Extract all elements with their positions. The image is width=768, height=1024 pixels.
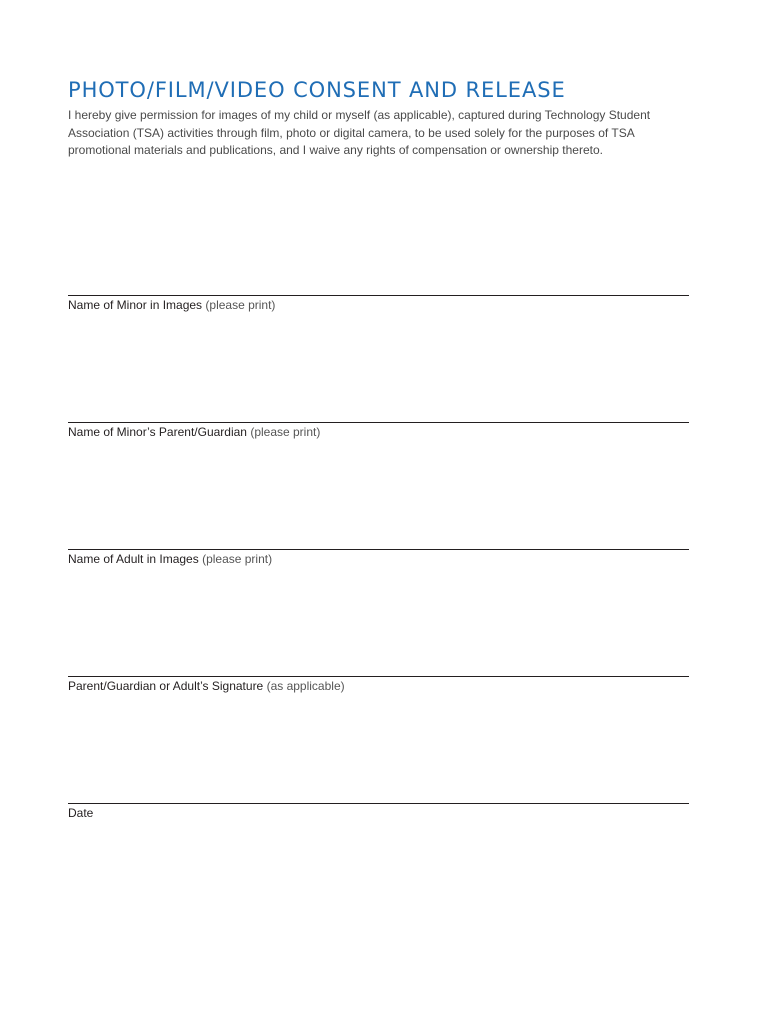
consent-statement: I hereby give permission for images of my child or myself (as applicable), captured during Technology Student Association (TSA) activities through film, photo or digital camera, to be used solely for the purposes of TSA promotional materials and publications, and I waive any rights of compensation or ownership thereto. (68, 108, 651, 157)
field-label (68, 678, 689, 694)
field-label-main: Name of Minor’s Parent/Guardian (68, 425, 247, 439)
signature-line (68, 295, 689, 296)
field-label (68, 297, 689, 313)
field-label (68, 805, 689, 821)
minor-name-field[interactable] (68, 295, 689, 313)
field-label-note: (please print) (246, 425, 321, 439)
adult-name-field[interactable] (68, 549, 689, 567)
parent-guardian-name-field[interactable] (68, 422, 689, 440)
field-label-note: (please print) (202, 298, 276, 312)
field-label (68, 551, 689, 567)
signature-line (68, 549, 689, 550)
form-title: PHOTO/FILM/VIDEO CONSENT AND RELEASE (68, 78, 566, 102)
field-label-main: Name of Adult in Images (68, 552, 199, 566)
signature-line (68, 676, 689, 677)
signature-line (68, 422, 689, 423)
field-label (68, 424, 689, 440)
field-label-main: Date (68, 806, 94, 820)
date-field[interactable] (68, 803, 689, 821)
signature-line (68, 803, 689, 804)
field-label-main: Parent/Guardian or Adult’s Signature (68, 679, 264, 693)
field-label-main: Name of Minor in Images (68, 298, 203, 312)
field-label-note: (please print) (198, 552, 273, 566)
field-label-note: (as applicable) (263, 679, 345, 693)
signature-field[interactable] (68, 676, 689, 694)
